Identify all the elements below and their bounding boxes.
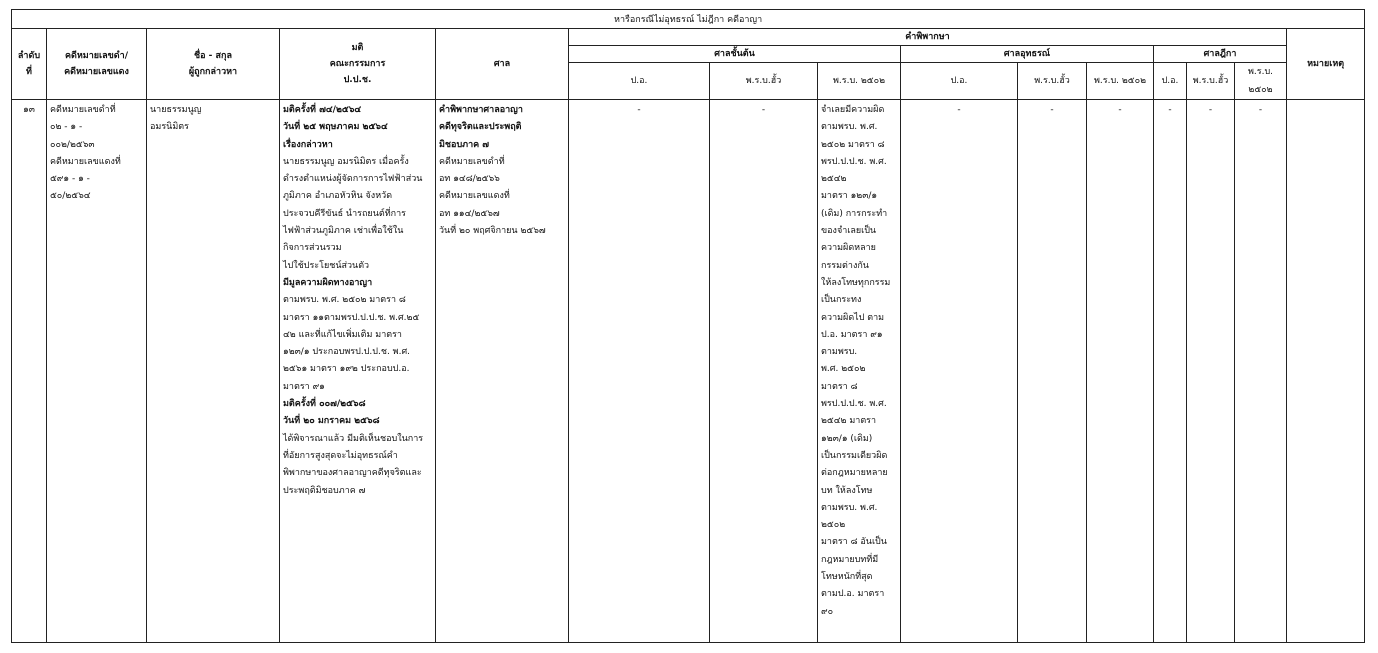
resolution-line: ๒๕๖๑ มาตรา ๑๙๒ ประกอบป.อ. [283,364,410,375]
resolution-line: ๑๒๓/๑ ประกอบพรป.ป.ป.ช. พ.ศ. [283,347,411,358]
cell-resolution [280,100,436,643]
resolution-line: ได้พิจารณาแล้ว มีมติเห็นชอบในการ [283,433,424,444]
cell-first-po: - [569,100,710,643]
judgment-line: (เดิม) การกระทำ [821,208,888,219]
resolution-line: ประพฤติมิชอบภาค ๗ [283,485,366,496]
judgment-line: ๒๕๔๒ [821,174,847,185]
judgment-line: ๙๐ [821,606,834,617]
judgment-line: ๒๕๐๒ มาตรา ๘ [821,139,885,150]
header-judgment: คำพิพากษา [569,29,1287,46]
case-table [11,9,1365,643]
judgment-line: มาตรา ๘ [821,381,858,392]
header-no-line-1: ลำดับ [17,51,41,61]
header-no [12,29,47,100]
cell-case-no [47,100,147,643]
judgment-line: กฎหมายบทที่มี [821,554,879,565]
judgment-line: ตามพรบ. พ.ศ. [821,502,878,513]
court-line: คดีหมายเลขแดงที่ [439,191,510,202]
resolution-line: ๔๒ และที่แก้ไขเพิ่มเติม มาตรา [283,329,402,340]
name-line: อมรนิมิตร [150,122,189,133]
judgment-line: ตามพรบ. [821,347,858,358]
cell-first-act-fraud: - [710,100,818,643]
judgment-line: ให้ลงโทษทุกกรรม [821,277,891,288]
court-line: อท ๑๑๔/๒๕๖๗ [439,208,500,219]
judgment-line: ความผิดไป ตาม [821,312,885,323]
court-line: คดีหมายเลขดำที่ [439,156,505,167]
header-appeal-act-2502: พ.ร.บ. ๒๕๐๒ [1087,63,1154,100]
judgment-line: ตามพรบ. พ.ศ. [821,122,878,133]
resolution-line: ภูมิภาค อำเภอหัวหิน จังหวัด [283,191,393,202]
table-title: หารือกรณีไม่อุทธรณ์ ไม่ฎีกา คดีอาญา [12,10,1365,29]
case-no-line: คดีหมายเลขแดงที่ [50,156,121,167]
cell-appeal-act-fraud: - [1018,100,1087,643]
cell-remarks [1287,100,1365,643]
cell-first-act-2502 [818,100,901,643]
resolution-line: นายธรรมนูญ อมรนิมิตร เมื่อครั้ง [283,156,409,167]
resolution-line: พิพากษาของศาลอาญาคดีทุจริตและ [283,468,422,479]
court-line: วันที่ ๒๐ พฤศจิกายน ๒๕๖๗ [439,226,546,237]
judgment-line: ป.อ. มาตรา ๙๑ [821,329,883,340]
resolution-line: ที่อัยการสูงสุดจะไม่อุทธรณ์คำ [283,450,398,461]
resolution-line: วันที่ ๒๕ พฤษภาคม ๒๕๖๔ [283,122,388,133]
resolution-line: กิจการส่วนรวม [283,243,342,254]
name-line: นายธรรมนูญ [150,105,202,115]
judgment-line: ๒๕๐๒ [821,520,846,531]
judgment-line: พรป.ป.ป.ช. พ.ศ. [821,156,887,167]
cell-supreme-po: - [1154,100,1187,643]
cell-appeal-po: - [901,100,1018,643]
resolution-line: ดำรงตำแหน่งผู้จัดการการไฟฟ้าส่วน [283,174,423,185]
cell-supreme-act-fraud: - [1187,100,1235,643]
judgment-line: พรป.ป.ป.ช. พ.ศ. [821,399,887,410]
judgment-line: พ.ศ. ๒๕๐๒ [821,364,866,375]
resolution-line: เรื่องกล่าวหา [283,139,333,150]
judgment-line: ของจำเลยเป็น [821,226,877,237]
court-line: คดีทุจริตและประพฤติ [439,122,522,133]
cell-no: ๑๓ [12,100,47,643]
judgment-line: ๒๕๔๒ มาตรา [821,416,877,427]
resolution-line: ไฟฟ้าส่วนภูมิภาค เช่าเพื่อใช้ใน [283,226,404,237]
court-line: อท ๑๔๘/๒๕๖๖ [439,174,500,185]
header-first-po: ป.อ. [569,63,710,100]
judgment-line: เป็นกระทง [821,295,862,306]
header-case-no-line-1: คดีหมายเลขดำ/ [65,51,128,61]
case-no-line: ๐๐๒/๒๕๖๓ [50,139,95,150]
header-remarks: หมายเหตุ [1287,29,1365,100]
judgment-line: มาตรา ๘ อันเป็น [821,537,887,548]
judgment-line: มาตรา ๑๒๓/๑ [821,191,878,202]
judgment-line: บท ให้ลงโทษ [821,485,873,496]
cell-supreme-act-2502: - [1235,100,1287,643]
table-row [12,100,1365,643]
header-supreme-act-fraud: พ.ร.บ.ฮั้ว [1187,63,1235,100]
header-name [147,29,280,100]
resolution-line: มีมูลความผิดทางอาญา [283,277,373,288]
header-resolution-line-2: คณะกรรมการ [329,59,386,69]
resolution-line: ประจวบคีรีขันธ์ นำรถยนต์ที่การ [283,208,406,219]
resolution-line: มาตรา ๙๑ [283,381,325,392]
header-first-act-2502: พ.ร.บ. ๒๕๐๒ [818,63,901,100]
header-court: ศาล [436,29,569,100]
judgment-line: ๑๒๓/๑ (เดิม) [821,433,873,444]
judgment-line: เป็นกรรมเดียวผิด [821,450,888,461]
court-line: มิชอบภาค ๗ [439,139,490,150]
judgment-line: ต่อกฎหมายหลาย [821,468,888,479]
header-name-line-1: ชื่อ - สกุล [194,51,232,61]
case-table-container [11,9,1364,643]
header-resolution [280,29,436,100]
case-no-line: คดีหมายเลขดำที่ [50,105,116,115]
header-case-no [47,29,147,100]
resolution-line: วันที่ ๒๐ มกราคม ๒๕๖๘ [283,416,380,427]
resolution-line: มติครั้งที่ ๗๔/๒๕๖๔ [283,105,362,115]
resolution-line: ตามพรบ. พ.ศ. ๒๕๐๒ มาตรา ๘ [283,295,406,306]
header-appeal-act-fraud: พ.ร.บ.ฮั้ว [1018,63,1087,100]
header-no-line-2: ที่ [26,67,32,77]
resolution-line: ไปใช้ประโยชน์ส่วนตัว [283,260,370,271]
court-line: คำพิพากษาศาลอาญา [439,105,523,115]
header-supreme-po: ป.อ. [1154,63,1187,100]
judgment-line: ตามป.อ. มาตรา [821,589,885,600]
case-no-line: ๕๙๑ - ๑ - [50,174,90,185]
header-name-line-2: ผู้ถูกกล่าวหา [188,67,238,77]
case-no-line: ๕๐/๒๕๖๔ [50,191,91,202]
header-appeal-po: ป.อ. [901,63,1018,100]
header-supreme-act-2502-line-1: พ.ร.บ. [1247,67,1274,77]
judgment-line: ความผิดหลาย [821,243,876,254]
cell-name [147,100,280,643]
header-resolution-line-3: ป.ป.ช. [343,75,372,85]
header-court-appeal: ศาลอุทธรณ์ [901,46,1154,63]
header-court-first: ศาลชั้นต้น [569,46,901,63]
resolution-line: มาตรา ๑๑ตามพรป.ป.ป.ช. พ.ศ.๒๕ [283,312,420,323]
judgment-line: จำเลยมีความผิด [821,105,885,115]
header-supreme-act-2502-line-2: ๒๕๐๒ [1248,85,1273,95]
header-resolution-line-1: มติ [351,43,364,53]
resolution-line: มติครั้งที่ ๐๐๗/๒๕๖๘ [283,399,366,410]
header-court-supreme: ศาลฎีกา [1154,46,1287,63]
cell-court [436,100,569,643]
cell-appeal-act-2502: - [1087,100,1154,643]
judgment-line: กรรมต่างกัน [821,260,869,271]
case-no-line: ๐๒ - ๑ - [50,122,83,133]
header-first-act-fraud: พ.ร.บ.ฮั้ว [710,63,818,100]
judgment-line: โทษหนักที่สุด [821,572,873,583]
header-case-no-line-2: คดีหมายเลขแดง [64,67,129,77]
header-supreme-act-2502 [1235,63,1287,100]
